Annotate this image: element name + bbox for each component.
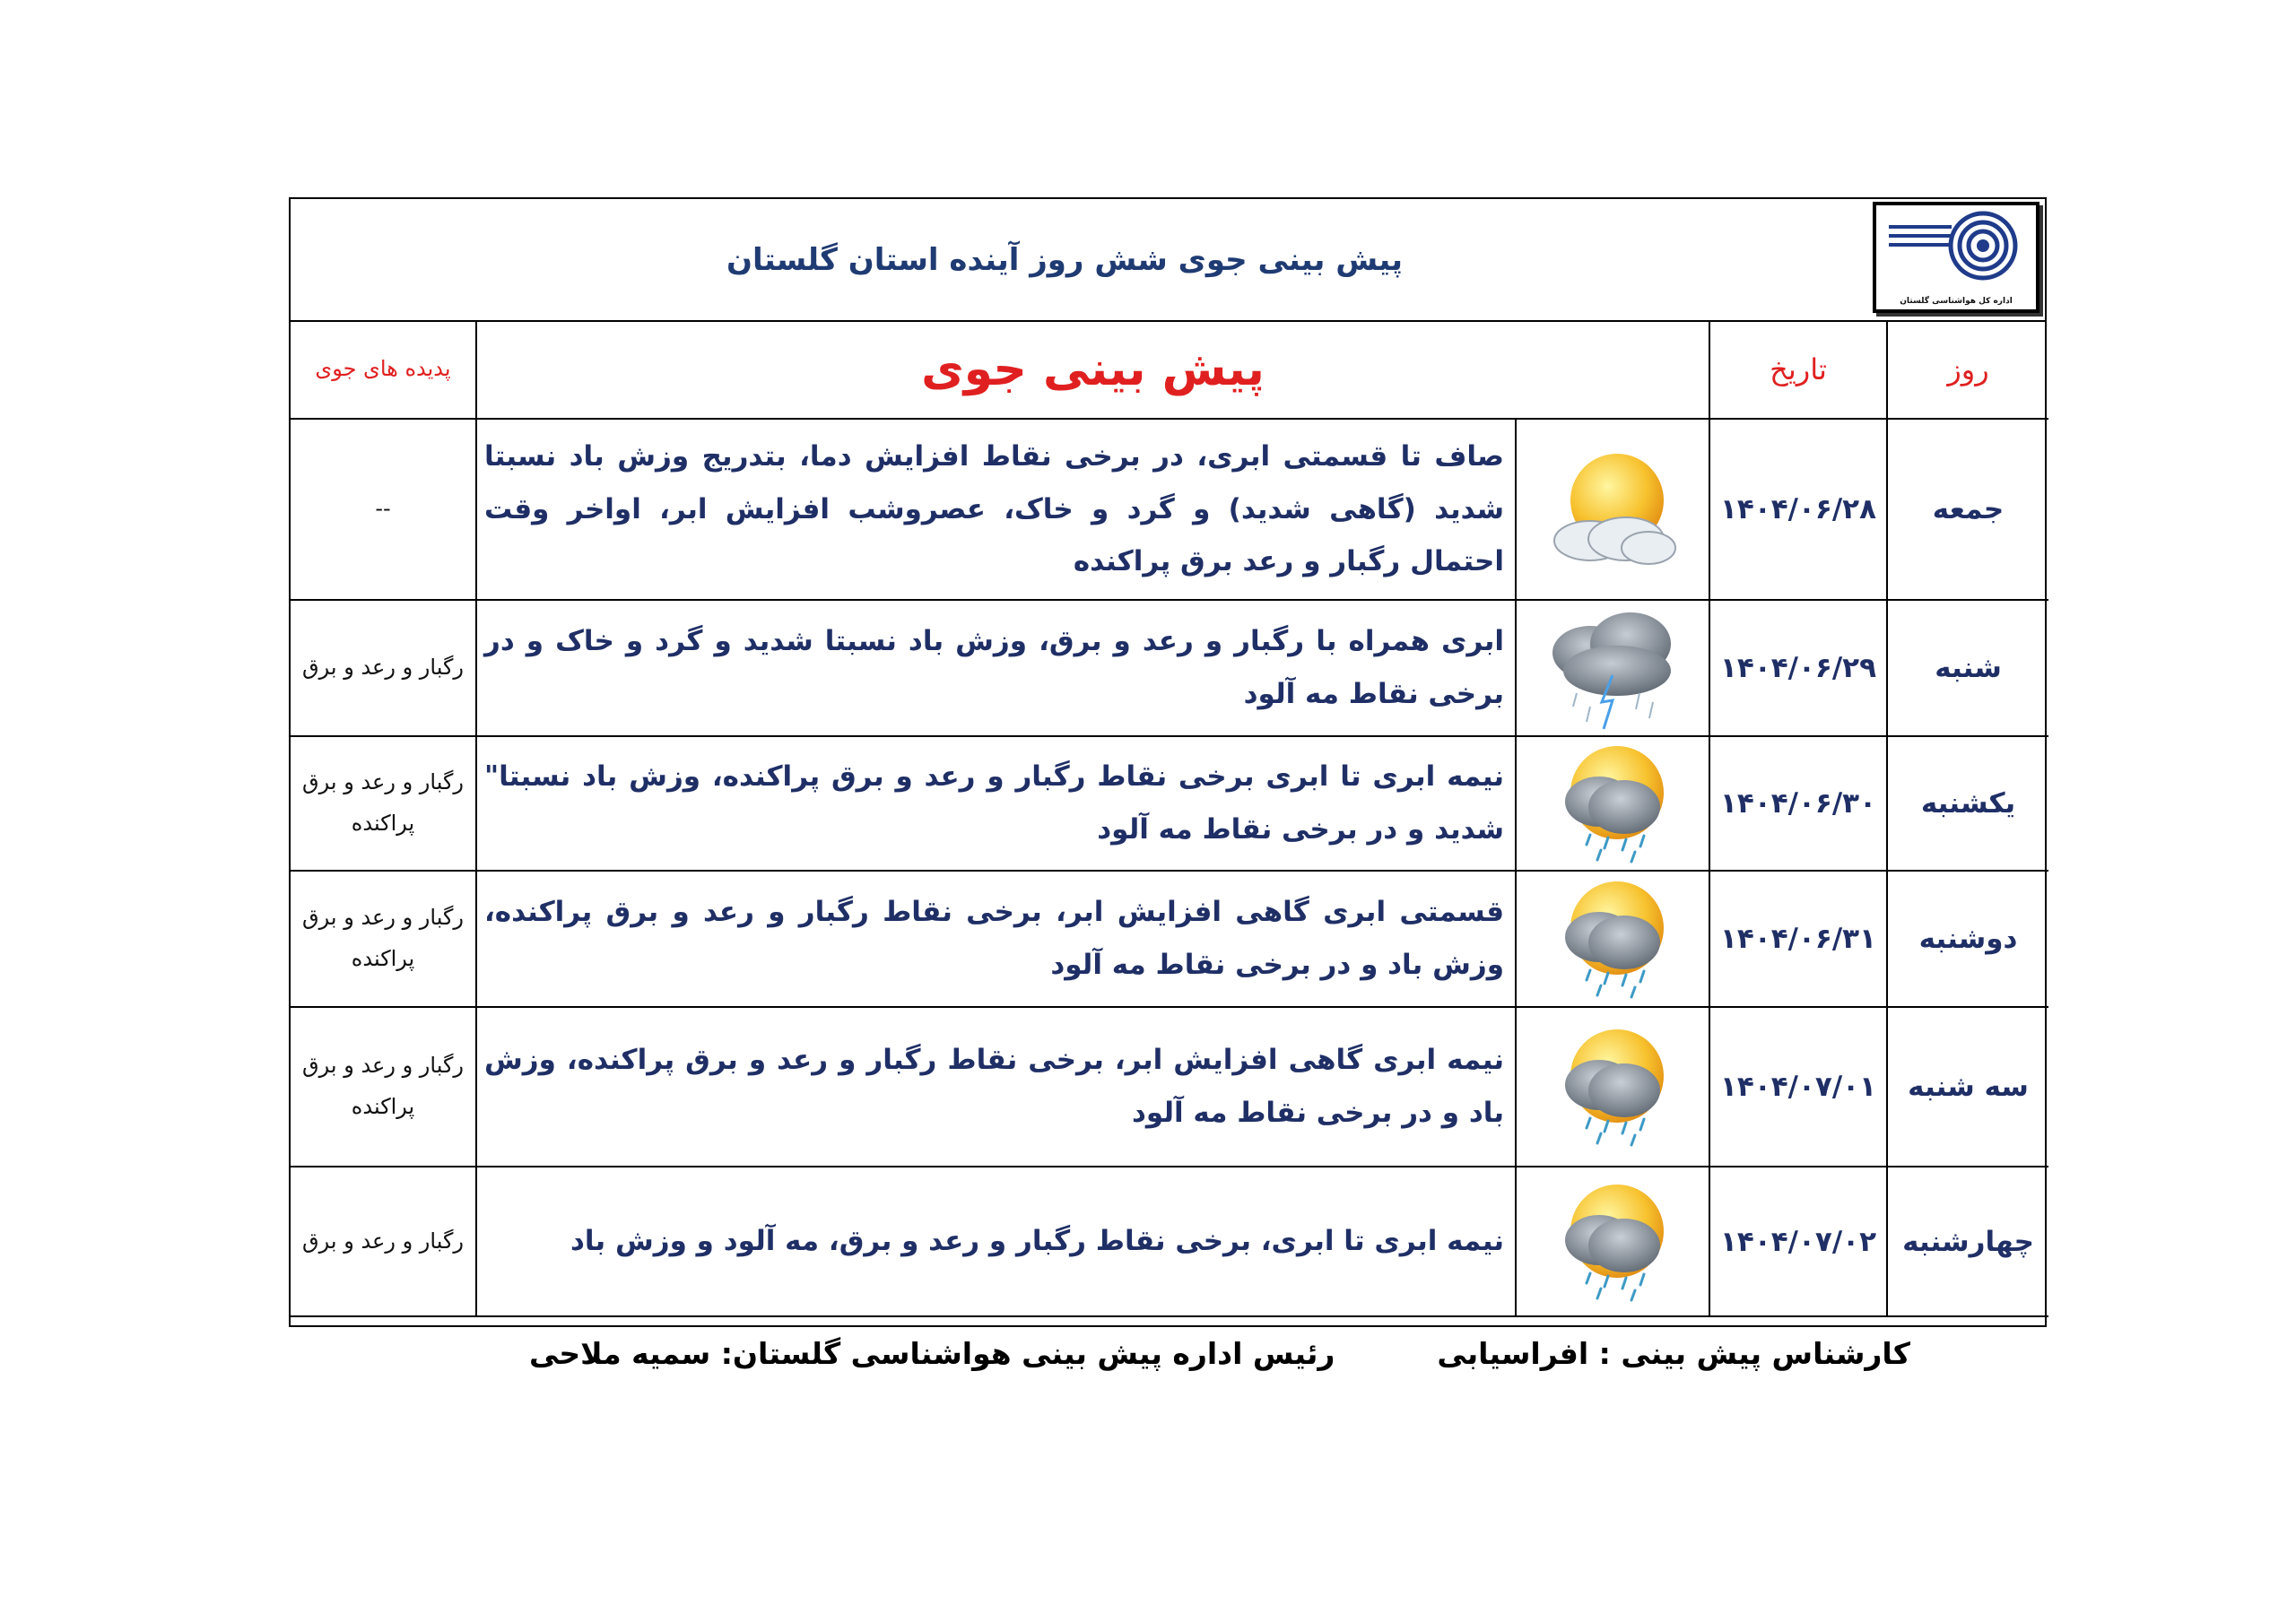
- date-cell: ۱۴۰۴/۰۷/۰۱: [1709, 1007, 1887, 1167]
- weather-icon-cell: [1516, 1007, 1709, 1167]
- page-title: پیش بینی جوی شش روز آینده استان گلستان: [726, 241, 1403, 278]
- column-header-date: تاریخ: [1709, 320, 1887, 419]
- date-cell: ۱۴۰۴/۰۶/۳۰: [1709, 736, 1887, 871]
- day-cell: سه شنبه: [1887, 1007, 2048, 1167]
- table-row: [291, 419, 2048, 600]
- logo-caption: اداره کل هواشناسی گلستان: [1900, 297, 2013, 306]
- column-header-phenomena: پدیده های جوی: [291, 320, 476, 419]
- sun-rain-cloud-icon: [1545, 741, 1680, 866]
- forecast-description: نیمه ابری گاهی افزایش ابر، برخی نقاط رگبار و رعد و برق پراکنده، وزش باد و در برخی نقاط مه آلود: [476, 1007, 1516, 1167]
- forecast-expert-signature: کارشناس پیش بینی : افراسیابی: [1437, 1336, 1910, 1371]
- column-header-forecast: پیش بینی جوی: [476, 320, 1709, 419]
- weather-icon-cell: [1516, 1167, 1709, 1316]
- table-row: [291, 1167, 2048, 1316]
- forecast-table: [291, 320, 2048, 1317]
- day-cell: جمعه: [1887, 419, 2048, 600]
- sun-rain-cloud-icon: [1545, 1024, 1680, 1150]
- day-cell: شنبه: [1887, 600, 2048, 736]
- table-row: [291, 600, 2048, 736]
- table-header-row: [291, 320, 2048, 419]
- day-cell: یکشنبه: [1887, 736, 2048, 871]
- date-cell: ۱۴۰۴/۰۶/۲۹: [1709, 600, 1887, 736]
- day-cell: چهارشنبه: [1887, 1167, 2048, 1316]
- date-cell: ۱۴۰۴/۰۷/۰۲: [1709, 1167, 1887, 1316]
- header-row: [291, 199, 2045, 322]
- forecast-description: قسمتی ابری گاهی افزایش ابر، برخی نقاط رگبار و رعد و برق پراکنده، وزش باد و در برخی نقاط مه آلود: [476, 871, 1516, 1007]
- table-row: [291, 871, 2048, 1007]
- phenomena-cell: رگبار و رعد و برق پراکنده: [291, 871, 476, 1007]
- weather-icon-cell: [1516, 871, 1709, 1007]
- phenomena-cell: رگبار و رعد و برق پراکنده: [291, 1007, 476, 1167]
- phenomena-cell: رگبار و رعد و برق پراکنده: [291, 736, 476, 871]
- sun-rain-cloud-icon: [1545, 876, 1680, 1002]
- weather-icon-cell: [1516, 419, 1709, 600]
- meteorological-logo-icon: [1880, 205, 2032, 291]
- phenomena-cell: --: [291, 419, 476, 600]
- forecast-description: صاف تا قسمتی ابری، در برخی نقاط افزایش دما، بتدریج وزش باد نسبتا شدید (گاهی شدید) و گرد و خاک، عصروشب افزایش ابر، اواخر وقت احتمال رگبار و رعد برق پراکنده: [476, 419, 1516, 600]
- table-row: [291, 1007, 2048, 1167]
- forecast-sheet: [289, 197, 2047, 1327]
- office-head-signature: رئیس اداره پیش بینی هواشناسی گلستان: سمیه ملاحی: [529, 1336, 1335, 1371]
- weather-icon-cell: [1516, 736, 1709, 871]
- forecast-description: نیمه ابری تا ابری، برخی نقاط رگبار و رعد و برق، مه آلود و وزش باد: [476, 1167, 1516, 1316]
- thunderstorm-icon: [1541, 603, 1684, 733]
- column-header-day: روز: [1887, 320, 2048, 419]
- organization-logo: [1873, 202, 2039, 313]
- forecast-description: نیمه ابری تا ابری برخی نقاط رگبار و رعد و برق پراکنده، وزش باد نسبتا" شدید و در برخی نقاط مه آلود: [476, 736, 1516, 871]
- sun-rain-cloud-icon: [1545, 1179, 1680, 1305]
- date-cell: ۱۴۰۴/۰۶/۲۸: [1709, 419, 1887, 600]
- date-cell: ۱۴۰۴/۰۶/۳۱: [1709, 871, 1887, 1007]
- sun-cloud-icon: [1541, 442, 1684, 577]
- forecast-description: ابری همراه با رگبار و رعد و برق، وزش باد نسبتا شدید و گرد و خاک و در برخی نقاط مه آلود: [476, 600, 1516, 736]
- phenomena-cell: رگبار و رعد و برق: [291, 1167, 476, 1316]
- table-row: [291, 736, 2048, 871]
- weather-icon-cell: [1516, 600, 1709, 736]
- day-cell: دوشنبه: [1887, 871, 2048, 1007]
- phenomena-cell: رگبار و رعد و برق: [291, 600, 476, 736]
